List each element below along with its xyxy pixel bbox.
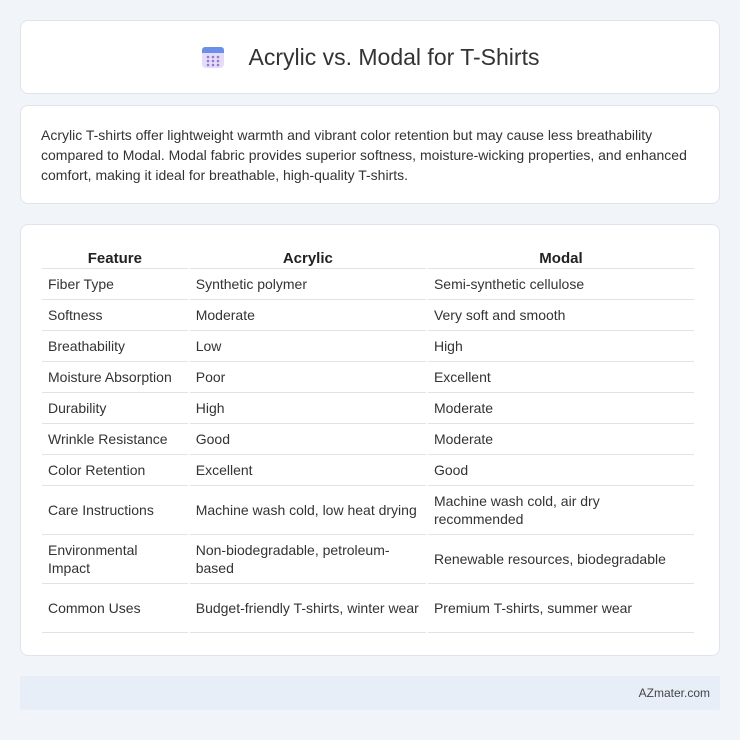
summary-card xyxy=(20,105,720,204)
cell-acrylic: Synthetic polymer xyxy=(190,269,426,300)
footer-site-name: AZmater.com xyxy=(638,686,710,700)
column-header-modal: Modal xyxy=(428,245,694,269)
table-row xyxy=(42,300,694,331)
footer xyxy=(20,676,720,710)
cell-acrylic: Good xyxy=(190,424,426,455)
cell-feature: Color Retention xyxy=(42,455,188,486)
cell-feature: Fiber Type xyxy=(42,269,188,300)
cell-modal: High xyxy=(428,331,694,362)
table-row xyxy=(42,424,694,455)
column-header-acrylic: Acrylic xyxy=(190,245,426,269)
cell-modal: Very soft and smooth xyxy=(428,300,694,331)
cell-modal: Premium T-shirts, summer wear xyxy=(428,584,694,633)
cell-modal: Semi-synthetic cellulose xyxy=(428,269,694,300)
column-header-feature: Feature xyxy=(42,245,188,269)
table-row xyxy=(42,486,694,535)
cell-feature: Wrinkle Resistance xyxy=(42,424,188,455)
cell-feature: Moisture Absorption xyxy=(42,362,188,393)
table-row xyxy=(42,269,694,300)
comparison-table xyxy=(40,245,696,633)
table-header-row xyxy=(42,245,694,269)
table-row xyxy=(42,584,694,633)
table-row xyxy=(42,362,694,393)
cell-acrylic: High xyxy=(190,393,426,424)
cell-feature: Common Uses xyxy=(42,584,188,633)
cell-modal: Machine wash cold, air dry recommended xyxy=(428,486,694,535)
cell-feature: Care Instructions xyxy=(42,486,188,535)
cell-acrylic: Budget-friendly T-shirts, winter wear xyxy=(190,584,426,633)
cell-acrylic: Excellent xyxy=(190,455,426,486)
table-row xyxy=(42,455,694,486)
cell-modal: Good xyxy=(428,455,694,486)
header-card xyxy=(20,20,720,94)
cell-acrylic: Poor xyxy=(190,362,426,393)
cell-modal: Moderate xyxy=(428,424,694,455)
cell-feature: Durability xyxy=(42,393,188,424)
table-row xyxy=(42,393,694,424)
cell-modal: Renewable resources, biodegradable xyxy=(428,535,694,584)
table-row xyxy=(42,331,694,362)
cell-feature: Environmental Impact xyxy=(42,535,188,584)
cell-modal: Moderate xyxy=(428,393,694,424)
cell-acrylic: Moderate xyxy=(190,300,426,331)
cell-acrylic: Machine wash cold, low heat drying xyxy=(190,486,426,535)
summary-text: Acrylic T-shirts offer lightweight warmth and vibrant color retention but may cause less breathability compared to Modal. Modal fabric provides superior softness, moisture-wicking properties, and enhanced comfort, making it ideal for breathable, high-quality T-shirts. xyxy=(41,127,687,183)
calendar-icon xyxy=(201,45,225,69)
cell-modal: Excellent xyxy=(428,362,694,393)
cell-feature: Softness xyxy=(42,300,188,331)
page-title: Acrylic vs. Modal for T-Shirts xyxy=(248,43,540,70)
cell-acrylic: Low xyxy=(190,331,426,362)
cell-feature: Breathability xyxy=(42,331,188,362)
comparison-table-card xyxy=(20,224,720,656)
table-row xyxy=(42,535,694,584)
cell-acrylic: Non-biodegradable, petroleum-based xyxy=(190,535,426,584)
